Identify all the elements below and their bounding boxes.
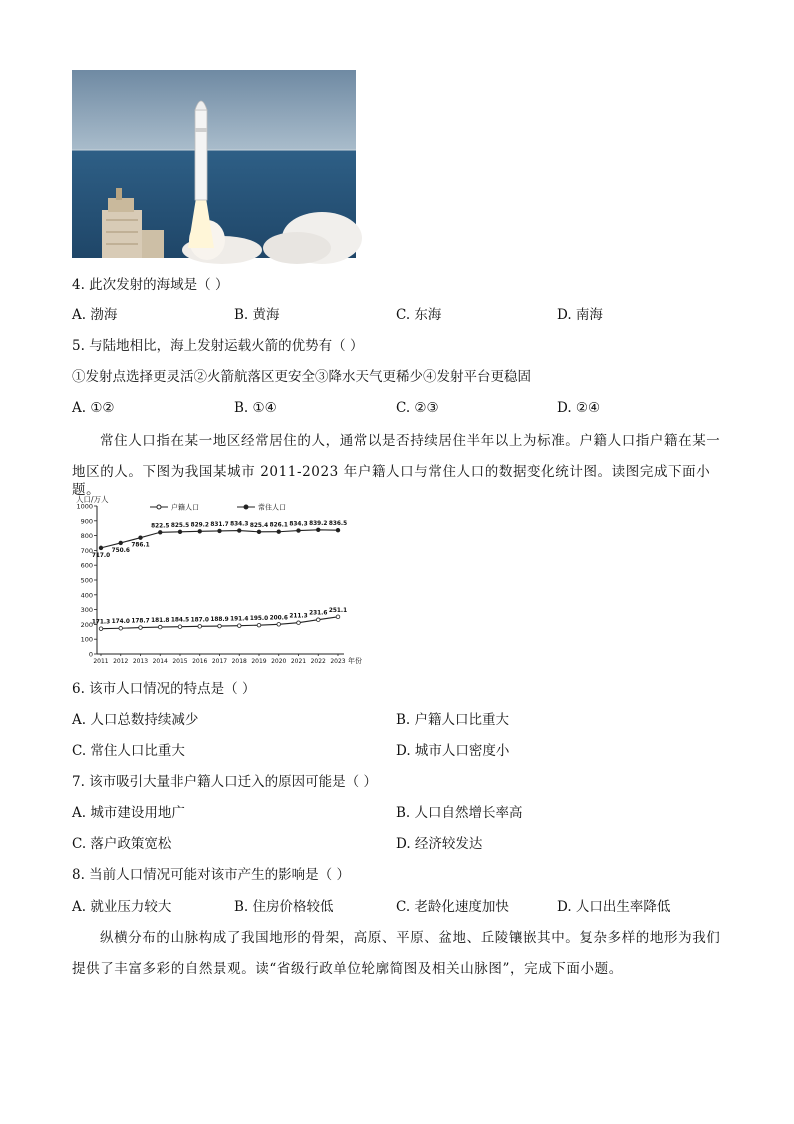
q4-option-d[interactable]: D. 南海 xyxy=(557,307,603,323)
series-1-data-label: 825.5 xyxy=(170,522,190,529)
series-1-point xyxy=(158,530,162,534)
q5-option-c[interactable]: C. ②③ xyxy=(396,400,439,416)
series-1-data-label: 822.5 xyxy=(151,523,170,530)
series-1-point xyxy=(218,529,222,533)
q5-option-b[interactable]: B. ①④ xyxy=(234,400,277,416)
y-tick-label: 700 xyxy=(80,546,93,555)
x-tick-label: 2012 xyxy=(113,658,129,665)
y-tick-label: 1000 xyxy=(76,502,93,511)
series-1-data-label: 834.3 xyxy=(289,521,308,528)
series-0-data-label: 200.6 xyxy=(269,615,288,622)
x-tick-label: 2014 xyxy=(152,658,168,665)
q6-option-d[interactable]: D. 城市人口密度小 xyxy=(396,743,510,759)
series-0-point xyxy=(158,625,162,629)
series-1-point xyxy=(297,529,301,533)
series-1-data-label: 717.0 xyxy=(91,552,111,559)
y-tick-label: 500 xyxy=(80,576,93,585)
series-1-point xyxy=(336,528,340,532)
series-0-point xyxy=(316,618,320,622)
y-tick-label: 100 xyxy=(80,635,93,644)
q6-option-a[interactable]: A. 人口总数持续减少 xyxy=(72,712,199,728)
q8-option-b[interactable]: B. 住房价格较低 xyxy=(234,899,334,915)
y-tick-label: 400 xyxy=(80,591,93,600)
q4-option-c[interactable]: C. 东海 xyxy=(396,307,442,323)
series-0-point xyxy=(198,625,202,629)
x-tick-label: 2021 xyxy=(290,658,307,665)
series-0-data-label: 195.0 xyxy=(249,616,269,623)
series-1-data-label: 750.6 xyxy=(111,547,130,554)
q4-option-b[interactable]: B. 黄海 xyxy=(234,307,280,323)
series-0-point xyxy=(178,625,182,629)
question-4-stem: 4. 此次发射的海域是（ ） xyxy=(72,277,229,293)
series-0-point xyxy=(257,623,261,627)
series-0-data-label: 184.5 xyxy=(170,617,190,624)
legend-marker-hukou xyxy=(157,505,161,509)
series-0-data-label: 171.3 xyxy=(91,619,111,626)
series-1-point xyxy=(277,530,281,534)
passage-1-line-1: 常住人口指在某一地区经常居住的人，通常以是否持续居住半年以上为标准。户籍人口指户籍在某一 xyxy=(100,433,721,449)
q7-option-a[interactable]: A. 城市建设用地广 xyxy=(72,805,185,821)
series-1-point xyxy=(237,529,241,533)
series-0-data-label: 174.0 xyxy=(111,619,130,626)
q7-option-d[interactable]: D. 经济较发达 xyxy=(396,836,483,852)
series-1-data-label: 836.5 xyxy=(328,521,348,528)
x-tick-label: 2018 xyxy=(231,658,247,665)
x-tick-label: 2020 xyxy=(271,658,287,665)
q4-option-a[interactable]: A. 渤海 xyxy=(72,307,118,323)
series-1-data-label: 826.1 xyxy=(269,522,288,529)
x-tick-label: 2015 xyxy=(172,658,188,665)
rocket-launch-illustration xyxy=(72,70,356,258)
series-1-point xyxy=(139,536,143,540)
x-tick-label: 2023 xyxy=(330,658,346,665)
q5-option-a[interactable]: A. ①② xyxy=(72,400,115,416)
y-tick-label: 0 xyxy=(88,650,93,659)
q8-option-c[interactable]: C. 老龄化速度加快 xyxy=(396,899,509,915)
y-tick-label: 600 xyxy=(80,561,93,570)
series-0-point xyxy=(297,621,301,625)
q6-option-b[interactable]: B. 户籍人口比重大 xyxy=(396,712,510,728)
x-tick-label: 2016 xyxy=(192,658,208,665)
y-tick-label: 200 xyxy=(80,620,93,629)
series-1-point xyxy=(316,528,320,532)
x-tick-label: 2022 xyxy=(310,658,326,665)
y-axis-ticks xyxy=(76,503,97,659)
series-1-data-label: 786.1 xyxy=(131,542,150,549)
y-tick-label: 300 xyxy=(80,606,93,615)
series-0-data-label: 188.9 xyxy=(210,617,229,624)
series-0-data-label: 211.3 xyxy=(289,613,308,620)
chart-legend xyxy=(150,503,286,512)
series-0-data-label: 187.0 xyxy=(190,617,209,624)
series-1-point xyxy=(99,546,103,550)
question-6-stem: 6. 该市人口情况的特点是（ ） xyxy=(72,681,256,697)
chart-series xyxy=(92,521,347,631)
x-axis-title: 年份 xyxy=(348,657,362,665)
series-0-point xyxy=(139,626,143,630)
series-0-data-label: 251.1 xyxy=(328,607,348,614)
q5-option-d[interactable]: D. ②④ xyxy=(557,400,601,416)
q7-option-b[interactable]: B. 人口自然增长率高 xyxy=(396,805,523,821)
series-1-point xyxy=(178,530,182,534)
question-8-stem: 8. 当前人口情况可能对该市产生的影响是（ ） xyxy=(72,867,350,883)
series-1-point xyxy=(257,530,261,534)
legend-marker-changzhu xyxy=(244,505,248,509)
y-tick-label: 900 xyxy=(80,517,93,526)
population-chart-svg xyxy=(72,495,362,666)
x-axis-ticks xyxy=(93,654,345,665)
passage-2-line-2: 提供了丰富多彩的自然景观。读“省级行政单位轮廓简图及相关山脉图”，完成下面小题。 xyxy=(72,961,623,977)
q7-option-c[interactable]: C. 落户政策宽松 xyxy=(72,836,172,852)
question-5-stem: 5. 与陆地相比，海上发射运载火箭的优势有（ ） xyxy=(72,338,364,354)
series-0-point xyxy=(119,626,123,630)
passage-2-line-1: 纵横分布的山脉构成了我国地形的骨架，高原、平原、盆地、丘陵镶嵌其中。复杂多样的地形为我们 xyxy=(100,930,721,946)
series-0-point xyxy=(336,615,340,619)
q8-option-d[interactable]: D. 人口出生率降低 xyxy=(557,899,671,915)
series-0-point xyxy=(99,627,103,631)
x-tick-label: 2017 xyxy=(211,658,228,665)
series-1-point xyxy=(198,529,202,533)
series-1-data-label: 825.4 xyxy=(249,522,269,529)
series-0-point xyxy=(218,624,222,628)
series-0-point xyxy=(277,623,281,627)
series-1-data-label: 839.2 xyxy=(309,520,328,527)
series-0-data-label: 178.7 xyxy=(131,618,150,625)
series-0-data-label: 231.6 xyxy=(309,610,328,617)
question-7-stem: 7. 该市吸引大量非户籍人口迁入的原因可能是（ ） xyxy=(72,774,377,790)
series-0-data-label: 191.4 xyxy=(230,616,249,623)
x-tick-label: 2011 xyxy=(93,658,109,665)
y-axis-title: 人口/万人 xyxy=(76,495,109,504)
population-line-chart xyxy=(72,495,362,666)
x-tick-label: 2013 xyxy=(132,658,149,665)
series-1-point xyxy=(119,541,123,545)
legend-label-changzhu: 常住人口 xyxy=(258,503,286,512)
passage-1-line-2: 地区的人。下图为我国某城市 2011-2023 年户籍人口与常住人口的数据变化统计图。读图完成下面小题。 xyxy=(72,464,711,498)
y-tick-label: 800 xyxy=(80,532,93,541)
rocket-launch-photo xyxy=(72,70,356,258)
legend-label-hukou: 户籍人口 xyxy=(171,503,199,512)
series-1-data-label: 834.3 xyxy=(230,521,249,528)
series-1-data-label: 829.2 xyxy=(190,522,209,529)
series-1-data-label: 831.7 xyxy=(210,521,229,528)
x-tick-label: 2019 xyxy=(251,658,267,665)
series-0-point xyxy=(237,624,241,628)
series-0-data-label: 181.8 xyxy=(151,618,170,625)
question-5-statements: ①发射点选择更灵活②火箭航落区更安全③降水天气更稀少④发射平台更稳固 xyxy=(72,369,531,385)
q8-option-a[interactable]: A. 就业压力较大 xyxy=(72,899,172,915)
q6-option-c[interactable]: C. 常住人口比重大 xyxy=(72,743,185,759)
